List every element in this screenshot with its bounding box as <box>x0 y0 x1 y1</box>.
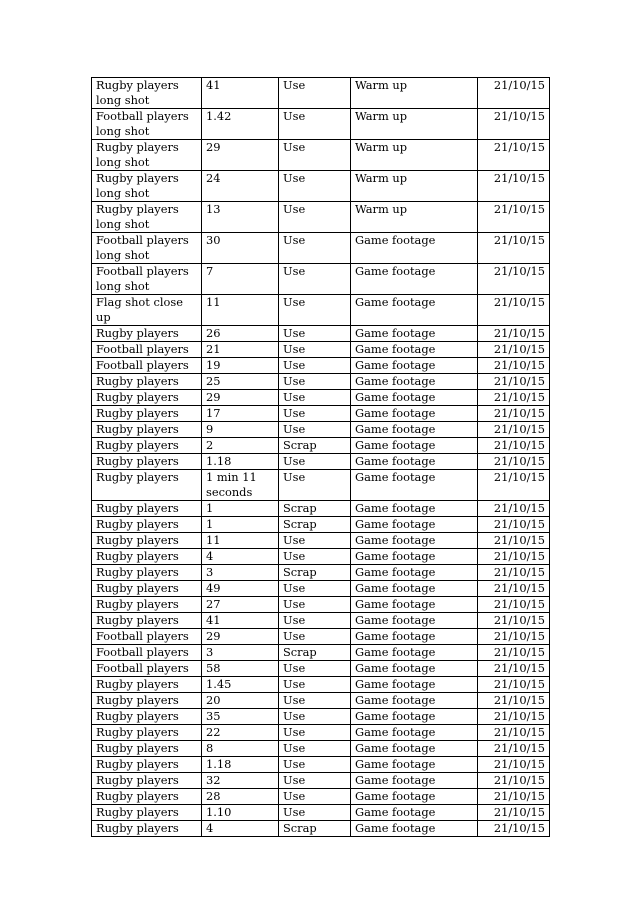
date-cell: 21/10/15 <box>478 326 550 342</box>
category-cell: Game footage <box>351 789 478 805</box>
category-cell: Game footage <box>351 565 478 581</box>
table-row <box>92 264 550 295</box>
shot-description-cell: Football players long shot <box>92 109 202 140</box>
category-cell: Game footage <box>351 342 478 358</box>
shot-description-cell: Rugby players <box>92 533 202 549</box>
table-row <box>92 171 550 202</box>
decision-cell: Scrap <box>279 565 351 581</box>
decision-cell: Use <box>279 597 351 613</box>
decision-cell: Use <box>279 805 351 821</box>
decision-cell: Use <box>279 741 351 757</box>
duration-cell: 2 <box>202 438 279 454</box>
decision-cell: Use <box>279 725 351 741</box>
category-cell: Game footage <box>351 805 478 821</box>
shot-description-cell: Football players long shot <box>92 233 202 264</box>
duration-cell: 3 <box>202 645 279 661</box>
duration-cell: 58 <box>202 661 279 677</box>
category-cell: Game footage <box>351 326 478 342</box>
shot-description-cell: Rugby players <box>92 517 202 533</box>
table-row <box>92 677 550 693</box>
category-cell: Game footage <box>351 597 478 613</box>
shot-description-cell: Football players <box>92 358 202 374</box>
table-row <box>92 454 550 470</box>
date-cell: 21/10/15 <box>478 171 550 202</box>
date-cell: 21/10/15 <box>478 821 550 837</box>
date-cell: 21/10/15 <box>478 805 550 821</box>
decision-cell: Use <box>279 677 351 693</box>
table-row <box>92 470 550 501</box>
date-cell: 21/10/15 <box>478 709 550 725</box>
date-cell: 21/10/15 <box>478 757 550 773</box>
decision-cell: Use <box>279 693 351 709</box>
shot-description-cell: Football players <box>92 661 202 677</box>
shot-description-cell: Rugby players <box>92 789 202 805</box>
decision-cell: Use <box>279 613 351 629</box>
decision-cell: Use <box>279 374 351 390</box>
date-cell: 21/10/15 <box>478 470 550 501</box>
decision-cell: Use <box>279 326 351 342</box>
category-cell: Game footage <box>351 390 478 406</box>
duration-cell: 24 <box>202 171 279 202</box>
category-cell: Warm up <box>351 78 478 109</box>
category-cell: Game footage <box>351 709 478 725</box>
category-cell: Game footage <box>351 741 478 757</box>
date-cell: 21/10/15 <box>478 581 550 597</box>
date-cell: 21/10/15 <box>478 454 550 470</box>
shot-description-cell: Rugby players <box>92 725 202 741</box>
duration-cell: 28 <box>202 789 279 805</box>
date-cell: 21/10/15 <box>478 629 550 645</box>
shot-description-cell: Rugby players <box>92 326 202 342</box>
table-row <box>92 517 550 533</box>
date-cell: 21/10/15 <box>478 741 550 757</box>
duration-cell: 11 <box>202 533 279 549</box>
table-row <box>92 773 550 789</box>
duration-cell: 26 <box>202 326 279 342</box>
decision-cell: Use <box>279 757 351 773</box>
category-cell: Game footage <box>351 233 478 264</box>
decision-cell: Scrap <box>279 645 351 661</box>
duration-cell: 1.10 <box>202 805 279 821</box>
decision-cell: Use <box>279 171 351 202</box>
date-cell: 21/10/15 <box>478 597 550 613</box>
table-row <box>92 109 550 140</box>
decision-cell: Use <box>279 454 351 470</box>
decision-cell: Use <box>279 358 351 374</box>
decision-cell: Use <box>279 78 351 109</box>
category-cell: Game footage <box>351 470 478 501</box>
category-cell: Game footage <box>351 454 478 470</box>
table-row <box>92 821 550 837</box>
decision-cell: Use <box>279 406 351 422</box>
table-row <box>92 661 550 677</box>
table-row <box>92 581 550 597</box>
category-cell: Game footage <box>351 406 478 422</box>
category-cell: Warm up <box>351 140 478 171</box>
duration-cell: 25 <box>202 374 279 390</box>
category-cell: Game footage <box>351 422 478 438</box>
shot-description-cell: Rugby players <box>92 805 202 821</box>
date-cell: 21/10/15 <box>478 773 550 789</box>
category-cell: Game footage <box>351 725 478 741</box>
duration-cell: 19 <box>202 358 279 374</box>
date-cell: 21/10/15 <box>478 109 550 140</box>
decision-cell: Use <box>279 109 351 140</box>
duration-cell: 27 <box>202 597 279 613</box>
duration-cell: 29 <box>202 629 279 645</box>
duration-cell: 8 <box>202 741 279 757</box>
duration-cell: 41 <box>202 613 279 629</box>
shot-description-cell: Football players <box>92 645 202 661</box>
date-cell: 21/10/15 <box>478 661 550 677</box>
shot-description-cell: Rugby players <box>92 438 202 454</box>
table-row <box>92 629 550 645</box>
shot-description-cell: Rugby players <box>92 821 202 837</box>
category-cell: Game footage <box>351 358 478 374</box>
decision-cell: Scrap <box>279 501 351 517</box>
decision-cell: Use <box>279 390 351 406</box>
date-cell: 21/10/15 <box>478 725 550 741</box>
table-row <box>92 374 550 390</box>
duration-cell: 4 <box>202 549 279 565</box>
table-row <box>92 533 550 549</box>
duration-cell: 1.42 <box>202 109 279 140</box>
category-cell: Warm up <box>351 109 478 140</box>
shot-description-cell: Football players long shot <box>92 264 202 295</box>
table-row <box>92 597 550 613</box>
shot-description-cell: Rugby players <box>92 693 202 709</box>
shot-description-cell: Rugby players <box>92 565 202 581</box>
date-cell: 21/10/15 <box>478 78 550 109</box>
decision-cell: Scrap <box>279 517 351 533</box>
table-row <box>92 438 550 454</box>
decision-cell: Use <box>279 661 351 677</box>
shot-description-cell: Rugby players <box>92 581 202 597</box>
shot-description-cell: Rugby players <box>92 406 202 422</box>
shot-description-cell: Rugby players <box>92 677 202 693</box>
date-cell: 21/10/15 <box>478 533 550 549</box>
date-cell: 21/10/15 <box>478 390 550 406</box>
shot-description-cell: Rugby players <box>92 597 202 613</box>
decision-cell: Scrap <box>279 438 351 454</box>
decision-cell: Use <box>279 295 351 326</box>
shot-description-cell: Rugby players <box>92 374 202 390</box>
footage-log-table <box>91 77 550 837</box>
date-cell: 21/10/15 <box>478 693 550 709</box>
decision-cell: Use <box>279 581 351 597</box>
decision-cell: Use <box>279 629 351 645</box>
table-row <box>92 358 550 374</box>
duration-cell: 1.18 <box>202 454 279 470</box>
duration-cell: 41 <box>202 78 279 109</box>
date-cell: 21/10/15 <box>478 438 550 454</box>
category-cell: Game footage <box>351 549 478 565</box>
decision-cell: Use <box>279 422 351 438</box>
decision-cell: Use <box>279 202 351 233</box>
category-cell: Game footage <box>351 517 478 533</box>
duration-cell: 3 <box>202 565 279 581</box>
date-cell: 21/10/15 <box>478 374 550 390</box>
shot-description-cell: Rugby players <box>92 773 202 789</box>
category-cell: Game footage <box>351 581 478 597</box>
decision-cell: Use <box>279 140 351 171</box>
table-row <box>92 326 550 342</box>
table-row <box>92 613 550 629</box>
table-row <box>92 422 550 438</box>
duration-cell: 22 <box>202 725 279 741</box>
category-cell: Game footage <box>351 438 478 454</box>
table-row <box>92 406 550 422</box>
table-row <box>92 342 550 358</box>
date-cell: 21/10/15 <box>478 264 550 295</box>
shot-description-cell: Rugby players <box>92 549 202 565</box>
duration-cell: 1 <box>202 517 279 533</box>
table-row <box>92 805 550 821</box>
table-row <box>92 741 550 757</box>
date-cell: 21/10/15 <box>478 233 550 264</box>
shot-description-cell: Rugby players <box>92 709 202 725</box>
decision-cell: Use <box>279 342 351 358</box>
table-row <box>92 202 550 233</box>
category-cell: Game footage <box>351 645 478 661</box>
date-cell: 21/10/15 <box>478 358 550 374</box>
shot-description-cell: Flag shot close up <box>92 295 202 326</box>
date-cell: 21/10/15 <box>478 565 550 581</box>
shot-description-cell: Rugby players long shot <box>92 202 202 233</box>
duration-cell: 7 <box>202 264 279 295</box>
decision-cell: Use <box>279 549 351 565</box>
shot-description-cell: Rugby players <box>92 613 202 629</box>
date-cell: 21/10/15 <box>478 140 550 171</box>
decision-cell: Use <box>279 264 351 295</box>
decision-cell: Use <box>279 789 351 805</box>
decision-cell: Use <box>279 233 351 264</box>
table-row <box>92 78 550 109</box>
category-cell: Game footage <box>351 264 478 295</box>
date-cell: 21/10/15 <box>478 342 550 358</box>
table-row <box>92 757 550 773</box>
date-cell: 21/10/15 <box>478 501 550 517</box>
table-row <box>92 390 550 406</box>
category-cell: Warm up <box>351 202 478 233</box>
duration-cell: 32 <box>202 773 279 789</box>
footage-log-body <box>92 78 550 837</box>
category-cell: Game footage <box>351 773 478 789</box>
category-cell: Game footage <box>351 533 478 549</box>
table-row <box>92 295 550 326</box>
duration-cell: 1.45 <box>202 677 279 693</box>
date-cell: 21/10/15 <box>478 406 550 422</box>
duration-cell: 1.18 <box>202 757 279 773</box>
category-cell: Game footage <box>351 501 478 517</box>
duration-cell: 30 <box>202 233 279 264</box>
decision-cell: Use <box>279 470 351 501</box>
duration-cell: 1 min 11 seconds <box>202 470 279 501</box>
category-cell: Game footage <box>351 661 478 677</box>
category-cell: Game footage <box>351 613 478 629</box>
shot-description-cell: Rugby players <box>92 390 202 406</box>
shot-description-cell: Football players <box>92 629 202 645</box>
date-cell: 21/10/15 <box>478 202 550 233</box>
shot-description-cell: Rugby players <box>92 501 202 517</box>
duration-cell: 11 <box>202 295 279 326</box>
shot-description-cell: Rugby players <box>92 454 202 470</box>
duration-cell: 20 <box>202 693 279 709</box>
shot-description-cell: Rugby players <box>92 422 202 438</box>
category-cell: Game footage <box>351 374 478 390</box>
duration-cell: 1 <box>202 501 279 517</box>
date-cell: 21/10/15 <box>478 295 550 326</box>
table-row <box>92 501 550 517</box>
date-cell: 21/10/15 <box>478 549 550 565</box>
duration-cell: 13 <box>202 202 279 233</box>
date-cell: 21/10/15 <box>478 517 550 533</box>
table-row <box>92 709 550 725</box>
duration-cell: 9 <box>202 422 279 438</box>
category-cell: Warm up <box>351 171 478 202</box>
table-row <box>92 693 550 709</box>
decision-cell: Use <box>279 533 351 549</box>
category-cell: Game footage <box>351 629 478 645</box>
duration-cell: 17 <box>202 406 279 422</box>
table-row <box>92 725 550 741</box>
decision-cell: Use <box>279 709 351 725</box>
table-row <box>92 789 550 805</box>
duration-cell: 29 <box>202 390 279 406</box>
date-cell: 21/10/15 <box>478 645 550 661</box>
duration-cell: 21 <box>202 342 279 358</box>
date-cell: 21/10/15 <box>478 677 550 693</box>
shot-description-cell: Rugby players <box>92 757 202 773</box>
decision-cell: Use <box>279 773 351 789</box>
category-cell: Game footage <box>351 693 478 709</box>
category-cell: Game footage <box>351 295 478 326</box>
category-cell: Game footage <box>351 821 478 837</box>
shot-description-cell: Rugby players <box>92 741 202 757</box>
table-row <box>92 645 550 661</box>
table-row <box>92 549 550 565</box>
table-row <box>92 565 550 581</box>
duration-cell: 35 <box>202 709 279 725</box>
date-cell: 21/10/15 <box>478 789 550 805</box>
duration-cell: 29 <box>202 140 279 171</box>
decision-cell: Scrap <box>279 821 351 837</box>
shot-description-cell: Rugby players <box>92 470 202 501</box>
duration-cell: 4 <box>202 821 279 837</box>
shot-description-cell: Football players <box>92 342 202 358</box>
duration-cell: 49 <box>202 581 279 597</box>
table-row <box>92 140 550 171</box>
category-cell: Game footage <box>351 757 478 773</box>
date-cell: 21/10/15 <box>478 422 550 438</box>
shot-description-cell: Rugby players long shot <box>92 78 202 109</box>
shot-description-cell: Rugby players long shot <box>92 140 202 171</box>
table-row <box>92 233 550 264</box>
shot-description-cell: Rugby players long shot <box>92 171 202 202</box>
category-cell: Game footage <box>351 677 478 693</box>
date-cell: 21/10/15 <box>478 613 550 629</box>
